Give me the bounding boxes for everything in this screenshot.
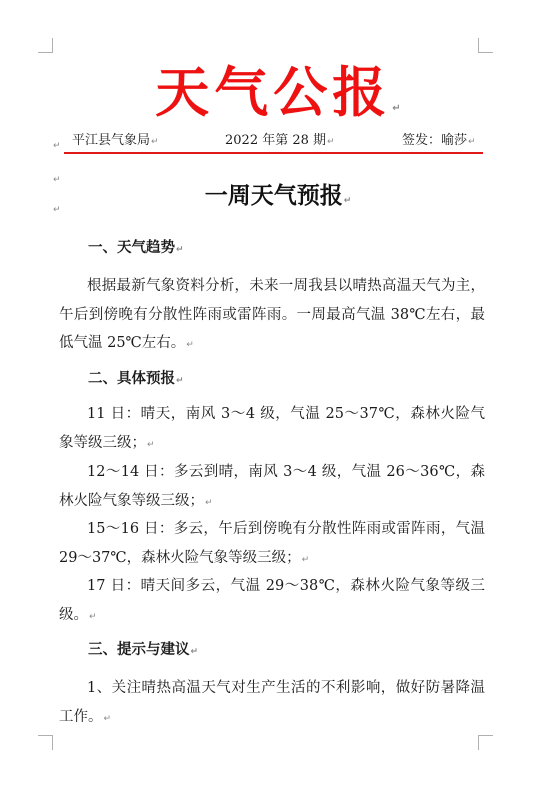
paragraph-mark-icon: ↵ — [147, 439, 155, 450]
masthead — [0, 60, 556, 142]
paragraph-mark-icon: ↵ — [176, 245, 184, 255]
paragraph-text[interactable]: 17 日：晴天间多云，气温 29～38℃，森林火险气象等级三级。 — [59, 578, 485, 623]
issue-number[interactable]: 2022 年第 28 期 — [225, 133, 327, 148]
paragraph-mark-icon: ↵ — [53, 205, 61, 215]
paragraph-mark-icon: ↵ — [103, 713, 112, 724]
page-corner-mark-bottom-right — [478, 735, 493, 750]
masthead-title[interactable]: 天气公报 — [155, 61, 392, 124]
paragraph-mark-icon: ↵ — [301, 554, 310, 565]
issuer-name[interactable]: 平江县气象局 — [72, 133, 151, 148]
section-heading — [88, 236, 184, 262]
paragraph-mark-icon: ↵ — [176, 376, 184, 386]
paragraph-mark-icon: ↵ — [392, 103, 401, 114]
section-heading — [88, 367, 184, 393]
document-title — [0, 180, 556, 217]
paragraph-text[interactable]: 12～14 日：多云到晴，南风 3～4 级，气温 26～36℃，森林火险气象等级三级； — [59, 464, 485, 509]
body-paragraph — [59, 674, 485, 733]
paragraph-text[interactable]: 根据最新气象资料分析，未来一周我县以晴热高温天气为主，午后到傍晚有分散性阵雨或雷阵雨。一周最高气温 38℃左右，最低气温 25℃左右。 — [59, 278, 485, 351]
paragraph-mark-icon: ↵ — [468, 137, 476, 147]
body-paragraph — [59, 515, 485, 574]
section-heading — [88, 638, 198, 664]
signer-line — [402, 132, 476, 151]
page-corner-mark-top-right — [478, 38, 493, 53]
paragraph-mark-icon: ↵ — [186, 340, 194, 350]
red-divider-rule — [64, 152, 483, 154]
section-heading-text[interactable]: 三、提示与建议 — [88, 641, 190, 658]
paragraph-mark-icon: ↵ — [53, 141, 61, 151]
paragraph-mark-icon: ↵ — [190, 647, 199, 657]
page-corner-mark-bottom-left — [38, 735, 53, 750]
body-paragraph — [59, 272, 485, 360]
document-title-text[interactable]: 一周天气预报 — [204, 183, 343, 209]
paragraph-mark-icon: ↵ — [53, 175, 61, 185]
issuer-line — [72, 132, 159, 151]
paragraph-mark-icon: ↵ — [343, 196, 352, 206]
body-paragraph — [59, 572, 485, 631]
paragraph-mark-icon: ↵ — [205, 497, 213, 508]
paragraph-text[interactable]: 15～16 日：多云，午后到傍晚有分散性阵雨或雷阵雨，气温 29～37℃，森林火险气象等级三级； — [59, 521, 485, 566]
body-paragraph — [59, 458, 485, 517]
paragraph-mark-icon: ↵ — [89, 611, 97, 622]
paragraph-text[interactable]: 11 日：晴天，南风 3～4 级，气温 25～37℃，森林火险气象等级三级； — [59, 406, 485, 451]
issue-number-line — [225, 132, 335, 151]
section-heading-text[interactable]: 二、具体预报 — [88, 370, 175, 387]
paragraph-mark-icon: ↵ — [151, 137, 159, 147]
paragraph-mark-icon: ↵ — [327, 137, 335, 147]
page-corner-mark-top-left — [38, 38, 53, 53]
signer[interactable]: 签发：喻莎 — [402, 133, 468, 148]
section-heading-text[interactable]: 一、天气趋势 — [88, 239, 175, 256]
body-paragraph — [59, 400, 485, 459]
paragraph-text[interactable]: 1、关注晴热高温天气对生产生活的不利影响，做好防暑降温工作。 — [59, 680, 485, 725]
